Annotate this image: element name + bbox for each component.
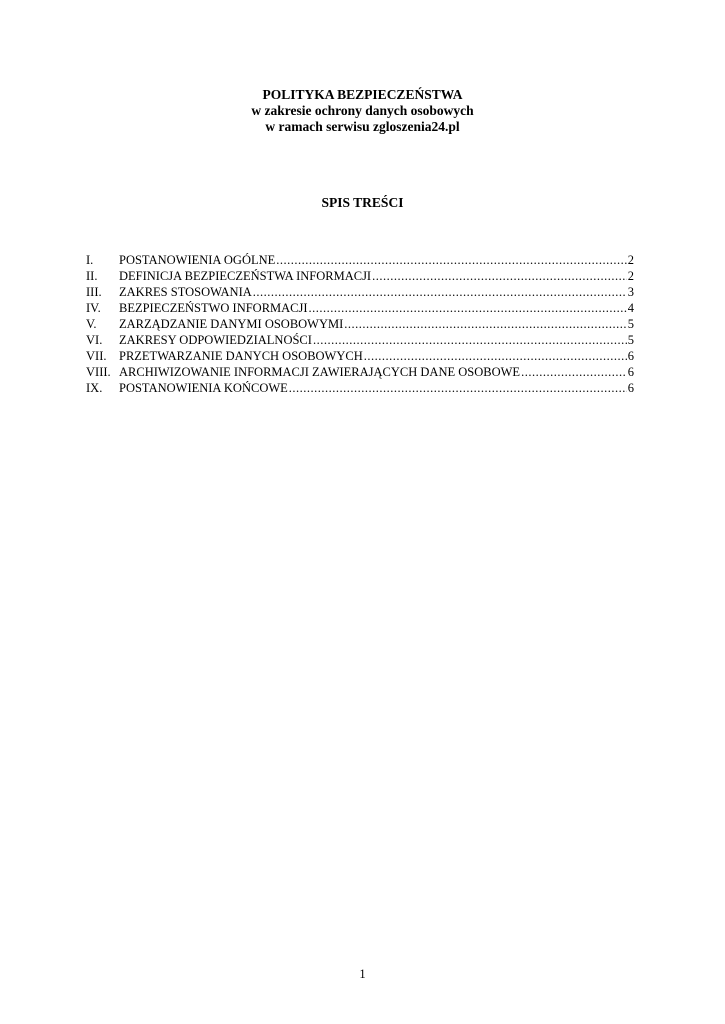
toc-dot-leader bbox=[344, 316, 626, 332]
toc-dot-leader bbox=[276, 252, 626, 268]
toc-entry[interactable] bbox=[86, 268, 634, 284]
toc-entry-page: 2 bbox=[627, 269, 634, 283]
toc-entry[interactable] bbox=[86, 332, 634, 348]
toc-entry-page: 5 bbox=[627, 333, 634, 347]
toc-entry-title: ZARZĄDZANIE DANYMI OSOBOWYMI bbox=[119, 317, 344, 331]
toc-entry-title: DEFINICJA BEZPIECZEŃSTWA INFORMACJI bbox=[119, 269, 372, 283]
toc-entry-title: ZAKRES STOSOWANIA bbox=[119, 285, 252, 299]
toc-entry-number: VII. bbox=[86, 349, 107, 363]
toc-entry-number: IV. bbox=[86, 301, 101, 315]
toc-entry-number: III. bbox=[86, 285, 102, 299]
toc-entry-page: 4 bbox=[627, 301, 634, 315]
toc-entry-page: 6 bbox=[627, 349, 634, 363]
table-of-contents bbox=[86, 252, 634, 396]
toc-entry-title: ARCHIWIZOWANIE INFORMACJI ZAWIERAJĄCYCH DANE OSOBOWE bbox=[119, 365, 521, 379]
toc-entry-page: 2 bbox=[627, 253, 634, 267]
toc-entry-title: POSTANOWIENIA OGÓLNE bbox=[119, 253, 276, 267]
toc-entry[interactable] bbox=[86, 284, 634, 300]
title-line-2: w zakresie ochrony danych osobowych bbox=[251, 103, 474, 118]
toc-entry-number: IX. bbox=[86, 381, 103, 395]
toc-dot-leader bbox=[313, 332, 627, 348]
toc-dot-leader bbox=[372, 268, 627, 284]
toc-entry-number: VI. bbox=[86, 333, 103, 347]
document-title bbox=[0, 87, 725, 135]
toc-dot-leader bbox=[253, 284, 627, 300]
page-number: 1 bbox=[359, 967, 366, 981]
toc-entry-title: ZAKRESY ODPOWIEDZIALNOŚCI bbox=[119, 333, 312, 347]
toc-entry-title: PRZETWARZANIE DANYCH OSOBOWYCH bbox=[119, 349, 363, 363]
toc-entry-title: POSTANOWIENIA KOŃCOWE bbox=[119, 381, 288, 395]
toc-entry-page: 6 bbox=[627, 381, 634, 395]
title-line-1: POLITYKA BEZPIECZEŃSTWA bbox=[262, 87, 463, 102]
toc-entry[interactable] bbox=[86, 380, 634, 396]
toc-dot-leader bbox=[364, 348, 627, 364]
toc-dot-leader bbox=[309, 300, 627, 316]
toc-entry[interactable] bbox=[86, 252, 634, 268]
toc-entry-title: BEZPIECZEŃSTWO INFORMACJI bbox=[119, 301, 308, 315]
toc-entry[interactable] bbox=[86, 348, 634, 364]
toc-entry-number: VIII. bbox=[86, 365, 111, 379]
toc-entry-page: 6 bbox=[627, 365, 634, 379]
toc-entry-page: 3 bbox=[627, 285, 634, 299]
title-line-3: w ramach serwisu zgloszenia24.pl bbox=[265, 119, 460, 134]
toc-entry-number: II. bbox=[86, 269, 98, 283]
toc-entry[interactable] bbox=[86, 316, 634, 332]
toc-entry-number: I. bbox=[86, 253, 94, 267]
toc-entry[interactable] bbox=[86, 364, 634, 380]
toc-entry-number: V. bbox=[86, 317, 97, 331]
toc-dot-leader bbox=[289, 380, 627, 396]
toc-entry[interactable] bbox=[86, 300, 634, 316]
toc-heading: SPIS TREŚCI bbox=[321, 195, 404, 210]
toc-entry-page: 5 bbox=[627, 317, 634, 331]
toc-dot-leader bbox=[521, 364, 627, 380]
